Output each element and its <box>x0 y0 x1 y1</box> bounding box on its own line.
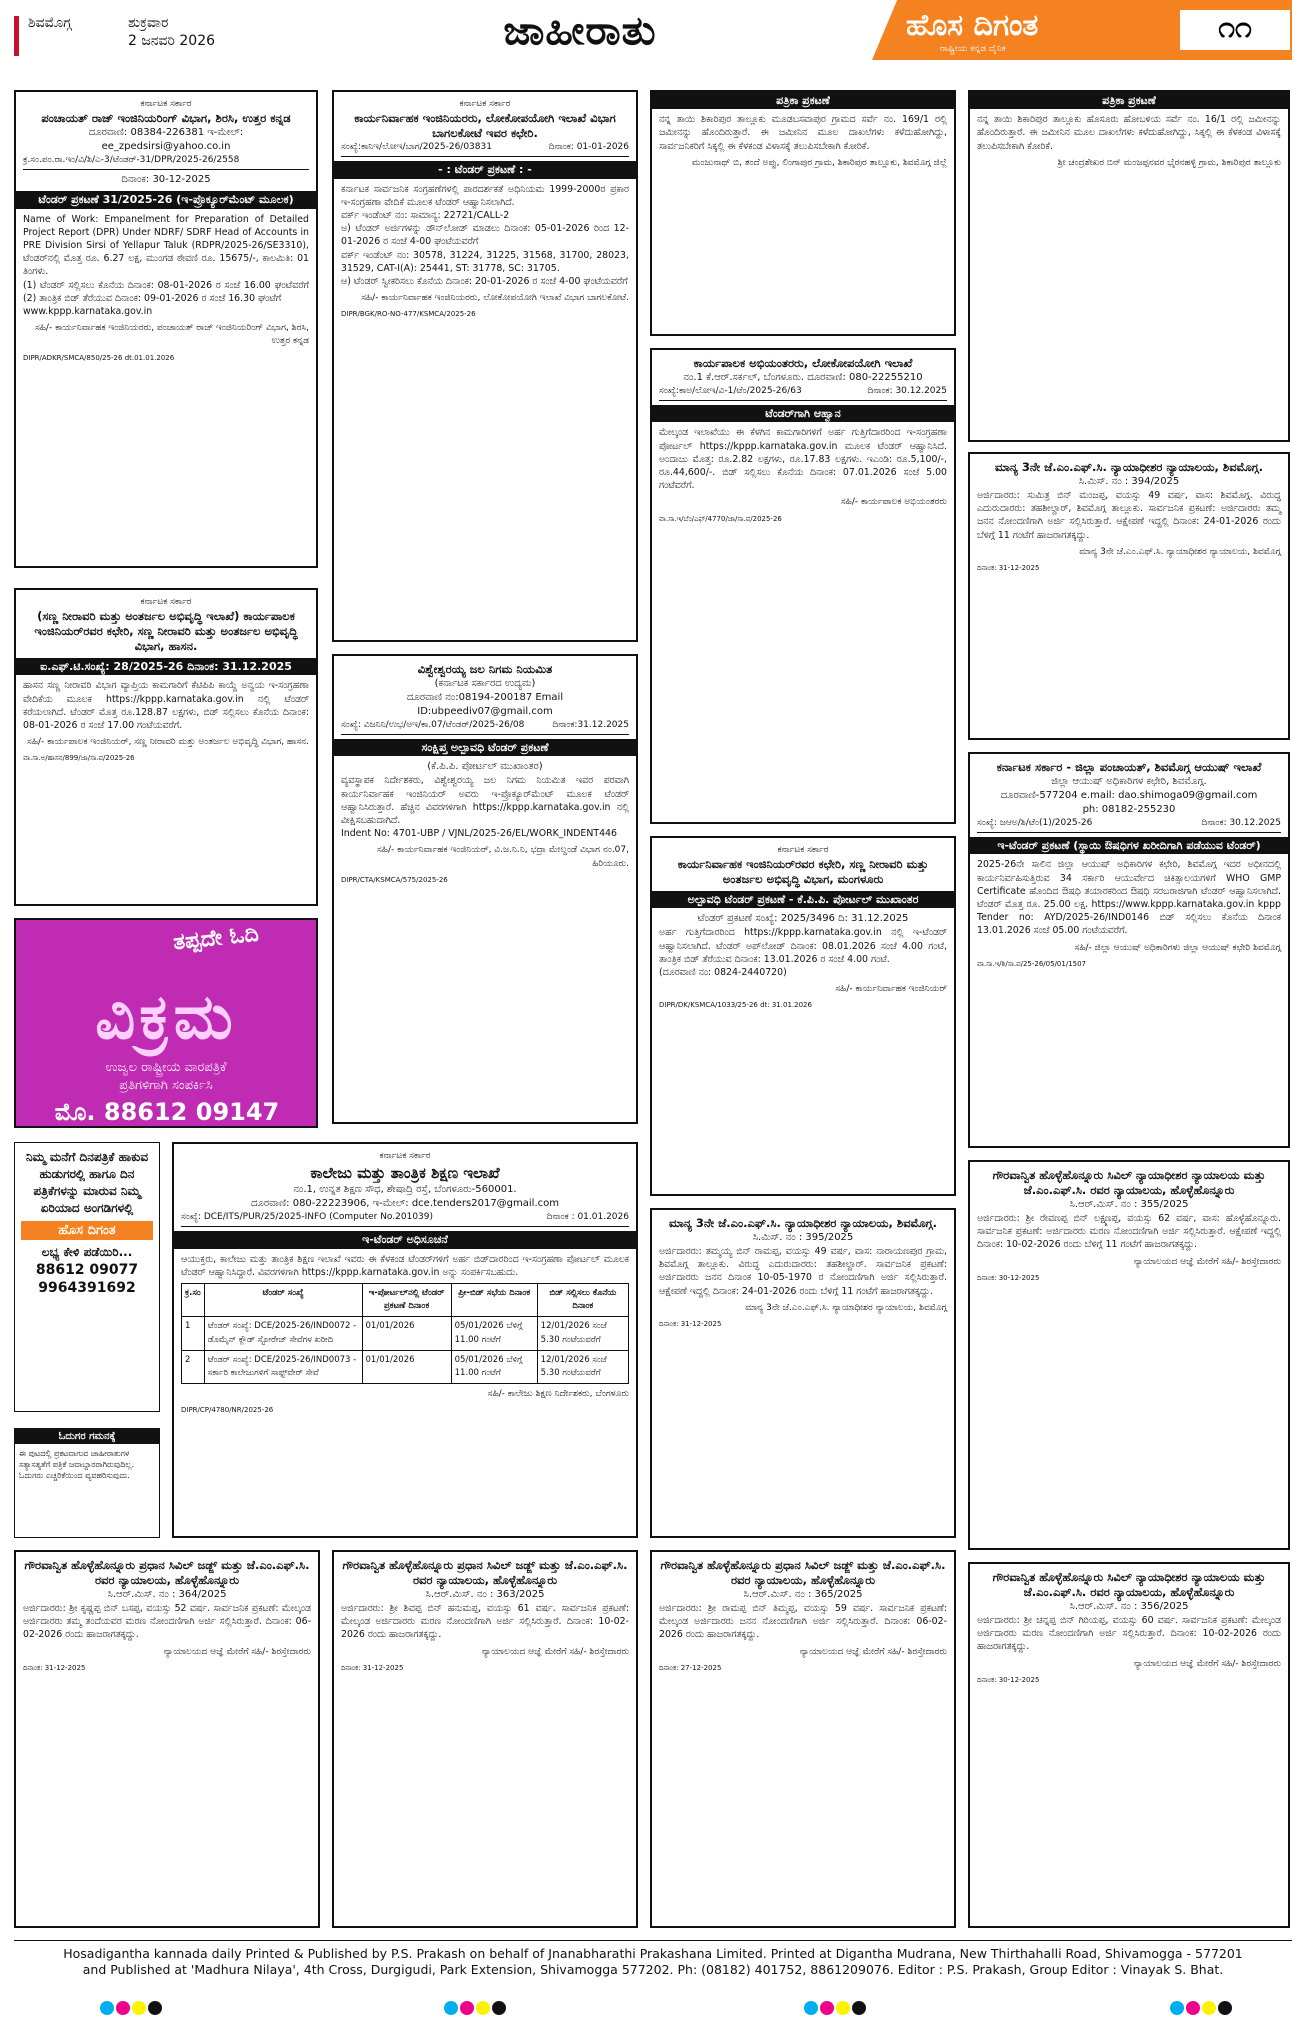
registration-marks-3 <box>804 2000 868 2019</box>
ad-signature: ನ್ಯಾಯಾಲಯದ ಆಜ್ಞೆ ಮೇರೆಗೆ ಸಹಿ/- ಶಿರಸ್ತೇದಾರರು <box>1133 1658 1281 1669</box>
ad-signature: ನ್ಯಾಯಾಲಯದ ಆಜ್ಞೆ ಮೇರೆಗೆ ಸಹಿ/- ಶಿರಸ್ತೇದಾರರು <box>163 1646 311 1657</box>
ad-body: ಆಯುಕ್ತರು, ಕಾಲೇಜು ಮತ್ತು ತಾಂತ್ರಿಕ ಶಿಕ್ಷಣ ಇಲಾಖೆ ಇವರು ಈ ಕೆಳಕಂಡ ಟೆಂಡರ್‌ಗಳಿಗೆ ಅರ್ಹ ಬಿಡ್‌ದಾರರಿಂದ ಇ-ಸಂಗ್ರಹಣಾ ಪೋರ್ಟಲ್ ಮೂಲಕ ಟೆಂಡರ್ ಆಹ್ವಾನಿಸಿದ್ದಾರೆ. ವಿವರಗಳಿಗಾಗಿ https://kppp.karnataka.gov.in ಅನ್ನು ಸಂಪರ್ಕಿಸಬಹುದು. <box>181 1253 629 1278</box>
ad-court-notice-395 <box>650 1208 956 1538</box>
ad-bar: - : ಟೆಂಡರ್ ಪ್ರಕಟಣೆ : - <box>334 161 636 178</box>
ad-body: ಅರ್ಜಿದಾರರು: ಶ್ರೀ ರೇವಣಪ್ಪ ಬಿನ್ ಲಕ್ಷ್ಮಣಪ್ಪ, ವಯಸ್ಸು 62 ವರ್ಷ, ವಾಸ: ಹೊಳ್ಳೆಹೊನ್ನೂರು. ಸಾರ್ವಜನಿಕ ಪ್ರಕಟಣೆ: ಅರ್ಜಿದಾರರು ಮರಣ ನೋಂದಣಿಗಾಗಿ ಅರ್ಜಿ ಸಲ್ಲಿಸಿರುತ್ತಾರೆ. ಆಕ್ಷೇಪಣೆ ಇದ್ದಲ್ಲಿ ದಿನಾಂಕ: 10-02-2026 ರಂದು ಬೆಳಿಗ್ಗೆ 11 ಗಂಟೆಗೆ ಹಾಜರಾಗತಕ್ಕದ್ದು. <box>977 1213 1281 1251</box>
magenta-mark <box>1186 2001 1200 2015</box>
ad-body: ನನ್ನ ತಾಯಿ ಶಿಕಾರಿಪುರ ತಾಲ್ಲೂಕು ಮೂಡಬಸವಾಪುರ ಗ್ರಾಮದ ಸರ್ವೆ ನಂ. 169/1 ರಲ್ಲಿ ಜಮೀನನ್ನು ಹೊಂದಿರುತ್ತಾರೆ. ಈ ಜಮೀನಿನ ಮೂಲ ದಾಖಲೆಗಳು ಕಳೆದುಹೋಗಿದ್ದು, ಸಾರ್ವಜನಿಕರಿಗೆ ಸಿಕ್ಕಲ್ಲಿ ಈ ಕೆಳಕಂಡ ವಿಳಾಸಕ್ಕೆ ತಲುಪಿಸಬೇಕಾಗಿ ಕೋರಿಕೆ. <box>659 114 947 152</box>
table-cell: 01/01/2026 <box>362 1350 451 1383</box>
yellow-mark <box>476 2001 490 2015</box>
ad-title: ಕಾರ್ಯನಿರ್ವಾಹಕ ಇಂಜಿನಿಯರ್‌ರವರ ಕಛೇರಿ, ಸಣ್ಣ ನೀರಾವರಿ ಮತ್ತು ಅಂತರ್ಜಲ ಅಭಿವೃದ್ಧಿ ವಿಭಾಗ, ಮಂಗಳೂರು <box>677 857 929 887</box>
masthead-rule <box>14 16 19 56</box>
ad-court-notice-355 <box>968 1160 1290 1550</box>
ad-bar: ಟೆಂಡರ್‌ಗಾಗಿ ಆಹ್ವಾನ <box>652 405 954 422</box>
ad-ref-line <box>341 141 629 157</box>
ad-bar: ಸಂಕ್ಷಿಪ್ತ ಅಲ್ಪಾವಧಿ ಟೆಂಡರ್ ಪ್ರಕಟಣೆ <box>334 739 636 756</box>
cyan-mark <box>804 2001 818 2015</box>
ad-ref: ಸಂಖ್ಯೆ:ಕಾಅ/ಲೋಇ/ವಿ-1/ಟೆಂ/2025-26/63 <box>659 386 802 396</box>
ad-subtitle: ನಂ.1 ಕೆ.ಆರ್.ಸರ್ಕಲ್, ಬೆಂಗಳೂರು. ದೂರವಾಣಿ: 080-22255210 <box>683 372 923 383</box>
vikrama-logo: ವಿಕ್ರಮ <box>95 980 237 1053</box>
ad-code: DIPR/BGK/RO-NO-477/KSMCA/2025-26 <box>341 310 476 319</box>
ad-case: ಸಿ.ಮಿಸ್. ನಂ : 395/2025 <box>752 1232 854 1243</box>
ad-pwd-bengaluru-tender <box>650 348 956 824</box>
ad-body: ನನ್ನ ತಾಯಿ ಶಿಕಾರಿಪುರ ತಾಲ್ಲೂಕು ಹೊಸೂರು ಹೋಬಳಿಯ ಸರ್ವೆ ನಂ. 16/1 ರಲ್ಲಿ ಜಮೀನನ್ನು ಹೊಂದಿರುತ್ತಾರೆ. ಈ ಜಮೀನಿನ ಮೂಲ ದಾಖಲೆಗಳು ಕಳೆದುಹೋಗಿದ್ದು, ಸಿಕ್ಕಲ್ಲಿ ಈ ಕೆಳಕಂಡ ವಿಳಾಸಕ್ಕೆ ತಲುಪಿಸಬೇಕಾಗಿ ಕೋರಿಕೆ. <box>977 114 1281 152</box>
promo-cta: ಲಭ್ಯ ಕೇಳಿ ಪಡೆಯಿರಿ... <box>41 1245 133 1259</box>
ad-signature: ಸಹಿ/- ಕಾರ್ಯನಿರ್ವಾಹಕ ಇಂಜಿನಿಯರರು, ಪಂಚಾಯತ್ ರಾಜ್ ಇಂಜಿನಿಯರಿಂಗ್ ವಿಭಾಗ, ಶಿರಸಿ, ಉತ್ತರ ಕನ್ನಡ <box>34 323 309 347</box>
ad-court-notice-365 <box>650 1550 956 1928</box>
ad-case: ಸಿ.ಆರ್.ಮಿಸ್. ನಂ : 365/2025 <box>743 1589 863 1600</box>
ad-body: ಅರ್ಜಿದಾರರು: ಶ್ರೀ ರಾಮಪ್ಪ ಬಿನ್ ತಿಮ್ಮಪ್ಪ, ವಯಸ್ಸು 59 ವರ್ಷ. ಸಾರ್ವಜನಿಕ ಪ್ರಕಟಣೆ: ಮೇಲ್ಕಂಡ ಅರ್ಜಿದಾರರು ಜನನ ನೋಂದಣಿಗಾಗಿ ಅರ್ಜಿ ಸಲ್ಲಿಸಿರುತ್ತಾರೆ. ದಿನಾಂಕ: 06-02-2026 ರಂದು ಹಾಜರಾಗತಕ್ಕದ್ದು. <box>659 1603 947 1641</box>
page-number: ೧೧ <box>1180 10 1290 50</box>
table-row <box>182 1317 629 1350</box>
registration-marks-2 <box>444 2000 508 2019</box>
ad-date: ದಿನಾಂಕ: 30-12-2025 <box>977 1675 1040 1684</box>
ad-ref-line <box>977 817 1281 833</box>
yellow-mark <box>836 2001 850 2015</box>
ad-title: ಮಾನ್ಯ 3ನೇ ಜೆ.ಎಂ.ಎಫ್.ಸಿ. ನ್ಯಾಯಾಧೀಶರ ನ್ಯಾಯಾಲಯ, ಶಿವಮೊಗ್ಗ. <box>994 460 1264 474</box>
ad-signature: ಸಹಿ/- ಕಾರ್ಯಪಾಲಕ ಇಂಜಿನಿಯರ್, ಸಣ್ಣ ನೀರಾವರಿ ಮತ್ತು ಅಂತರ್ಜಲ ಅಭಿವೃದ್ಧಿ ವಿಭಾಗ, ಹಾಸನ. <box>27 737 309 748</box>
ad-date: ದಿನಾಂಕ: 31-12-2025 <box>23 1663 86 1672</box>
vikrama-tag: ತಪ್ಪದೇ ಓದಿ <box>172 921 260 956</box>
ad-bar: ಇ-ಟೆಂಡರ್ ಪ್ರಕಟಣೆ (ಸ್ಥಾಯಿ ಔಷಧಿಗಳ ಖರೀದಿಗಾಗಿ ಪಡೆಯುವ ಟೆಂಡರ್) <box>970 837 1288 854</box>
ad-bar-sub: (ಕೆ.ಪಿ.ಪಿ. ಪೋರ್ಟಲ್ ಮುಖಾಂತರ) <box>427 761 543 773</box>
ad-title: ವಿಶ್ವೇಶ್ವರಯ್ಯ ಜಲ ನಿಗಮ ನಿಯಮಿತ <box>417 662 553 676</box>
ad-signature: ನ್ಯಾಯಾಲಯದ ಆಜ್ಞೆ ಮೇರೆಗೆ ಸಹಿ/- ಶಿರಸ್ತೇದಾರರು <box>481 1646 629 1657</box>
vikrama-weekly-ad <box>14 918 318 1128</box>
ad-title: ಗೌರವಾನ್ವಿತ ಹೊಳ್ಳೆಹೊನ್ನೂರು ಪ್ರಧಾನ ಸಿವಿಲ್ ಜಡ್ಜ್ ಮತ್ತು ಜೆ.ಎಂ.ಎಫ್.ಸಿ. ರವರ ನ್ಯಾಯಾಲಯ, ಹೊಳ್ಳೆಹೊನ್ನೂರು <box>24 1558 310 1587</box>
cyan-mark <box>444 2001 458 2015</box>
ad-phone: ph: 08182-255230 <box>1082 804 1176 815</box>
ad-court-notice-363 <box>332 1550 638 1928</box>
ad-title: ಕಾಲೇಜು ಮತ್ತು ತಾಂತ್ರಿಕ ಶಿಕ್ಷಣ ಇಲಾಖೆ <box>310 1164 500 1183</box>
ad-body: ಅರ್ಜಿದಾರರು: ಸುಮಿತ್ರ ಬಿನ್ ಮಂಜಪ್ಪ, ವಯಸ್ಸು 49 ವರ್ಷ, ವಾಸ: ಶಿವಮೊಗ್ಗ. ವಿರುದ್ಧ ಎದುರುದಾರರು: ತಹಶೀಲ್ದಾರ್, ಶಿವಮೊಗ್ಗ ತಾಲ್ಲೂಕು. ಸಾರ್ವಜನಿಕ ಪ್ರಕಟಣೆ: ಅರ್ಜಿದಾರರು ತಮ್ಮ ಜನನ ನೋಂದಣಿಗಾಗಿ ಅರ್ಜಿ ಸಲ್ಲಿಸಿರುತ್ತಾರೆ. ಆಕ್ಷೇಪಣೆ ಇದ್ದಲ್ಲಿ ದಿನಾಂಕ: 24-01-2026 ರಂದು ಬೆಳಿಗ್ಗೆ 11 ಗಂಟೆಗೆ ಹಾಜರಾಗತಕ್ಕದ್ದು. <box>977 490 1281 541</box>
promo-brand: ಹೊಸ ದಿಗಂತ <box>21 1221 153 1240</box>
ad-body-1: ಕರ್ನಾಟಕ ಸಾರ್ವಜನಿಕ ಸಂಗ್ರಹಣೆಗಳಲ್ಲಿ ಪಾರದರ್ಶಕತೆ ಅಧಿನಿಯಮ 1999-2000ರ ಪ್ರಕಾರ ಇ-ಸಂಗ್ರಹಣಾ ವೇದಿಕೆ ಮೂಲಕ ಟೆಂಡರ್ ಆಹ್ವಾನಿಸಲಾಗಿದೆ. <box>341 183 629 208</box>
ad-dates: (1) ಟೆಂಡರ್ ಸಲ್ಲಿಸಲು ಕೊನೆಯ ದಿನಾಂಕ: 08-01-2026 ರ ಸಂಜೆ 16.00 ಘಂಟೆವರೆಗೆ (2) ತಾಂತ್ರಿಕ ಬಿಡ್ ತೆರೆಯುವ ದಿನಾಂಕ: 09-01-2026 ರ ಸಂಜೆ 16.30 ಘಂಟೆಗೆ <box>23 279 309 304</box>
ad-code: DIPR/DK/KSMCA/1033/25-26 dt: 31.01.2026 <box>659 1001 812 1010</box>
ad-phone: (ದೂರವಾಣಿ ನಂ: 0824-2440720) <box>659 967 787 979</box>
col-header: ಕ್ರ.ಸಂ <box>182 1284 205 1317</box>
ad-case: ಸಿ.ಆರ್.ಮಿಸ್. ನಂ : 355/2025 <box>1069 1199 1189 1210</box>
table-cell: 05/01/2026 ಬೆಳಿಗ್ಗೆ 11.00 ಗಂಟೆಗೆ <box>451 1317 537 1350</box>
readers-notice-title: ಓದುಗರ ಗಮನಕ್ಕೆ <box>15 1429 159 1444</box>
vikrama-subtitle: ಉಜ್ವಲ ರಾಷ್ಟ್ರೀಯ ವಾರಪತ್ರಿಕೆ <box>105 1060 227 1075</box>
ad-bar: ಇ-ಟೆಂಡರ್ ಅಧಿಸೂಚನೆ <box>174 1231 636 1248</box>
ad-ref-line <box>23 154 309 170</box>
ad-date: ದಿನಾಂಕ:31.12.2025 <box>552 720 629 730</box>
ad-signature: ಮಾನ್ಯ 3ನೇ ಜೆ.ಎಂ.ಎಫ್.ಸಿ. ನ್ಯಾಯಾಧೀಶರ ನ್ಯಾಯಾಲಯ, ಶಿವಮೊಗ್ಗ <box>1079 546 1281 557</box>
ad-contact: ದೂರವಾಣಿ: 08384-226381 ಇ-ಮೇಲ್: ee_zpedsirsi@yahoo.co.in <box>88 127 244 153</box>
ad-collegiate-education-etender <box>172 1142 638 1538</box>
ad-code: ವಾ.ಸಾ.ಅ/ಹಾಸನ/899/ಜಾ/ಸಾ.ವ/2025-26 <box>23 754 135 763</box>
vikrama-phone: ಮೊ. 88612 09147 <box>54 1098 280 1126</box>
ad-title: ಮಾನ್ಯ 3ನೇ ಜೆ.ಎಂ.ಎಫ್.ಸಿ. ನ್ಯಾಯಾಧೀಶರ ನ್ಯಾಯಾಲಯ, ಶಿವಮೊಗ್ಗ. <box>668 1216 938 1230</box>
ad-signature: ಸಹಿ/- ಕಾರ್ಯನಿರ್ವಾಹಕ ಇಂಜಿನಿಯರ್, ವಿ.ಜ.ನಿ.ನಿ, ಭದ್ರಾ ಮೇಲ್ದಂಡೆ ವಿಭಾಗ ನಂ.07, ಹಿರಿಯೂರು. <box>376 845 629 869</box>
ad-bar: ಪತ್ರಿಕಾ ಪ್ರಕಟಣೆ <box>970 92 1288 109</box>
tender-table <box>181 1283 629 1384</box>
yellow-mark <box>1202 2001 1216 2015</box>
ad-signature: ನ್ಯಾಯಾಲಯದ ಆಜ್ಞೆ ಮೇರೆಗೆ ಸಹಿ/- ಶಿರಸ್ತೇದಾರರು <box>799 1646 947 1657</box>
ad-ayush-shivamogga <box>968 752 1290 1148</box>
ad-subtitle: ಜಿಲ್ಲಾ ಆಯುಷ್ ಅಧಿಕಾರಿಗಳ ಕಛೇರಿ, ಶಿವಮೊಗ್ಗ. <box>1051 776 1207 787</box>
table-cell: 05/01/2026 ಬೆಳಿಗ್ಗೆ 11.00 ಗಂಟೆಗೆ <box>451 1350 537 1383</box>
ad-signature: ಸಹಿ/- ಕಾರ್ಯಪಾಲಕ ಅಭಿಯಂತರರು <box>840 497 947 508</box>
imprint-line-1: Hosadigantha kannada daily Printed & Published by P.S. Prakash on behalf of Jnanabharathi Prakashana Limited. Printed at Digantha Mudrana, New Thirthahalli Road, Shivamogga - 577201 <box>63 1946 1243 1961</box>
ad-code: DIPR/CP/4780/NR/2025-26 <box>181 1406 274 1415</box>
masthead <box>0 0 1306 70</box>
ad-code: ವಾ.ಸಾ.ಇ/ಬೆಂ/ಎಫ್/4770/ಜಾ/ಸಾ.ವ/2025-26 <box>659 514 782 523</box>
table-cell: 1 <box>182 1317 205 1350</box>
ad-gov-label: ಕರ್ನಾಟಕ ಸರ್ಕಾರ <box>379 1151 431 1161</box>
ad-title: ಕಾರ್ಯಪಾಲಕ ಅಭಿಯಂತರರು, ಲೋಕೋಪಯೋಗಿ ಇಲಾಖೆ <box>693 356 913 370</box>
paper-logo: ಹೊಸ ದಿಗಂತ <box>906 8 1039 43</box>
ad-signature: ಮಾನ್ಯ 3ನೇ ಜೆ.ಎಂ.ಎಫ್.ಸಿ. ನ್ಯಾಯಾಧೀಶರ ನ್ಯಾಯಾಲಯ, ಶಿವಮೊಗ್ಗ <box>745 1302 947 1313</box>
ad-signature: ಸಹಿ/- ಕಾಲೇಜು ಶಿಕ್ಷಣ ನಿರ್ದೇಶಕರು, ಬೆಂಗಳೂರು <box>487 1389 629 1400</box>
ad-ref: ಸಂಖ್ಯೆ: ಜಆಅ/ಶಿ/ಟೆಂ(1)/2025-26 <box>977 818 1093 828</box>
ad-title: (ಸಣ್ಣ ನೀರಾವರಿ ಮತ್ತು ಅಂತರ್ಜಲ ಅಭಿವೃದ್ಧಿ ಇಲಾಖೆ) ಕಾರ್ಯಪಾಲಕ ಇಂಜಿನಿಯರ್‌ರವರ ಕಛೇರಿ, ಸಣ್ಣ ನೀರಾವರಿ ಮತ್ತು ಅಂತರ್ಜಲ ಅಭಿವೃದ್ಧಿ ವಿಭಾಗ, ಹಾಸನ. <box>34 609 298 654</box>
ad-indents: ವರ್ಕ್ ಇಂಡೆಂಟ್ ನಂ: 30578, 31224, 31225, 31568, 31700, 28023, 31529, CAT-I(A): 25441, ST: 31778, SC: 31705. <box>341 249 629 274</box>
masthead-dateline <box>28 14 216 49</box>
ad-bar: ಐ.ಎಫ್.ಟಿ.ಸಂಖ್ಯೆ: 28/2025-26 ದಿನಾಂಕ: 31.12.2025 <box>16 658 316 675</box>
ad-subtitle: ನಂ.1, ಉನ್ನತ ಶಿಕ್ಷಣ ಸೌಧ, ಶೇಷಾದ್ರಿ ರಸ್ತೆ, ಬೆಂಗಳೂರು-560001. <box>293 1184 517 1196</box>
ad-ref: ಸಂಖ್ಯೆ:ಕಾನಿಇ/ಲೋಇ/ಬಾಗ/2025-26/03831 <box>341 142 492 153</box>
city-label: ಶಿವಮೊಗ್ಗ <box>28 15 72 31</box>
section-title: ಜಾಹೀರಾತು <box>503 8 657 54</box>
ad-code: DIPR/CTA/KSMCA/575/2025-26 <box>341 875 448 884</box>
ad-code: ವಾ.ಸಾ.ಇ/ಶಿ/ಸಾ.ವ/25-26/05/01/1507 <box>977 959 1087 968</box>
ad-press-notice-2 <box>968 90 1290 442</box>
table-cell: 12/01/2026 ಸಂಜೆ 5.30 ಗಂಟೆಯವರೆಗೆ <box>537 1317 628 1350</box>
ad-signature: ಮಂಜುನಾಥ್ ಬಿ, ತಂದೆ ಅಪ್ಪು, ಲಿಂಗಾಪುರ ಗ್ರಾಮ, ಶಿಕಾರಿಪುರ ತಾಲ್ಲೂಕು, ಶಿವಮೊಗ್ಗ ಜಿಲ್ಲೆ <box>691 157 947 168</box>
ad-title: ಕರ್ನಾಟಕ ಸರ್ಕಾರ - ಜಿಲ್ಲಾ ಪಂಚಾಯತ್, ಶಿವಮೊಗ್ಗ ಆಯುಷ್ ಇಲಾಖೆ <box>996 760 1262 774</box>
ad-date: ದಿನಾಂಕ: 31-12-2025 <box>977 564 1040 573</box>
table-cell: 2 <box>182 1350 205 1383</box>
ad-title: ಪಂಚಾಯತ್ ರಾಜ್ ಇಂಜಿನಿಯರಿಂಗ್ ವಿಭಾಗ, ಶಿರಸಿ, ಉತ್ತರ ಕನ್ನಡ <box>41 111 291 126</box>
table-cell: 01/01/2026 <box>362 1317 451 1350</box>
ad-ref: ಸಂಖ್ಯೆ: ವಿಜನಿನಿ/ಉಭ/ಅಇ/ಕಾ.07/ಟೆಂಡರ್/2025-26/08 <box>341 720 525 730</box>
ad-body-2: ಅ) ಟೆಂಡರ್ ಅರ್ಜಿಗಳನ್ನು ಡೌನ್‌ಲೋಡ್ ಮಾಡಲು ದಿನಾಂಕ: 05-01-2026 ರಿಂದ 12-01-2026 ರ ಸಂಜೆ 4-00 ಘಂಟೆಯವರೆಗೆ <box>341 223 629 248</box>
ad-case: ಸಿ.ಆರ್.ಮಿಸ್. ನಂ : 364/2025 <box>107 1589 227 1600</box>
magenta-mark <box>820 2001 834 2015</box>
table-cell: ಟೆಂಡರ್ ಸಂಖ್ಯೆ: DCE/2025-26/IND0072 - ಡೊಮೈನ್ ಕ್ಲೌಡ್ ಸ್ಟೋರೇಜ್ ಸೇವೆಗಳ ಖರೀದಿ <box>204 1317 362 1350</box>
ad-ref: ಟೆಂಡರ್ ಪ್ರಕಟಣೆ ಸಂಖ್ಯೆ: 2025/3496 ದಿ: 31.12.2025 <box>697 913 909 925</box>
ad-minor-irrigation-hassan <box>14 588 318 906</box>
registration-marks-1 <box>100 2000 164 2019</box>
ad-press-notice-1 <box>650 90 956 336</box>
ad-body: ಮೇಲ್ಕಂಡ ಇಲಾಖೆಯು ಈ ಕೆಳಗಿನ ಕಾಮಗಾರಿಗಳಿಗೆ ಅರ್ಹ ಗುತ್ತಿಗೆದಾರರಿಂದ ಇ-ಸಂಗ್ರಹಣಾ ಪೋರ್ಟಲ್ https://kppp.karnataka.gov.in ಮೂಲಕ ಟೆಂಡರ್ ಆಹ್ವಾನಿಸಿದೆ. ಅಂದಾಜು ಮೊತ್ತ: ರೂ.2.82 ಲಕ್ಷಗಳು, ರೂ.17.83 ಲಕ್ಷಗಳು. ಇಎಂಡಿ: ರೂ.5,100/-, ರೂ.44,600/-. ಬಿಡ್ ಸಲ್ಲಿಸಲು ಕೊನೆಯ ದಿನಾಂಕ: 07.01.2026 ಸಂಜೆ 5.00 ಗಂಟೆವರೆಗೆ. <box>659 427 947 492</box>
ad-minor-irrigation-mangaluru <box>650 836 956 1196</box>
ad-date: ದಿನಾಂಕ : 01.01.2026 <box>546 1212 629 1223</box>
ad-indent: Indent No: 4701-UBP / VJNL/2025-26/EL/WORK_INDENT446 <box>341 828 617 840</box>
ad-gov-label: ಕರ್ನಾಟಕ ಸರ್ಕಾರ <box>459 99 511 109</box>
ad-gov-label: ಕರ್ನಾಟಕ ಸರ್ಕಾರ <box>140 99 192 109</box>
ad-title: ಗೌರವಾನ್ವಿತ ಹೊಳ್ಳೆಹೊನ್ನೂರು ಸಿವಿಲ್ ನ್ಯಾಯಾಧೀಶರ ನ್ಯಾಯಾಲಯ ಮತ್ತು ಜೆ.ಎಂ.ಎಫ್.ಸಿ. ರವರ ನ್ಯಾಯಾಲಯ, ಹೊಳ್ಳೆಹೊನ್ನೂರು <box>992 1168 1266 1197</box>
ad-body: ಅರ್ಜಿದಾರರು: ಶ್ರೀ ಕೃಷ್ಣಪ್ಪ ಬಿನ್ ಬಸಪ್ಪ, ವಯಸ್ಸು 52 ವರ್ಷ. ಸಾರ್ವಜನಿಕ ಪ್ರಕಟಣೆ: ಮೇಲ್ಕಂಡ ಅರ್ಜಿದಾರರು ತಮ್ಮ ತಂದೆಯವರ ಮರಣ ನೋಂದಣಿಗಾಗಿ ಅರ್ಜಿ ಸಲ್ಲಿಸಿರುತ್ತಾರೆ. ದಿನಾಂಕ: 06-02-2026 ರಂದು ಹಾಜರಾಗತಕ್ಕದ್ದು. <box>23 1603 311 1641</box>
col-header: ಬಿಡ್ ಸಲ್ಲಿಸಲು ಕೊನೆಯ ದಿನಾಂಕ <box>537 1284 628 1317</box>
ad-code: DIPR/ADKR/SMCA/850/25-26 dt.01.01.2026 <box>23 353 175 362</box>
ad-ref: ಕ್ರ.ಸಂ.ಪಂ.ರಾ.ಇಂ/ವಿ/ಶಿ/ಎ-3/ಟೆಂಡರ್-31/DPR/2025-26/2558 <box>23 155 240 166</box>
ad-gov-label: ಕರ್ನಾಟಕ ಸರ್ಕಾರ <box>140 597 192 607</box>
promo-phone-1: 88612 09077 <box>35 1262 139 1278</box>
ad-title: ಗೌರವಾನ್ವಿತ ಹೊಳ್ಳೆಹೊನ್ನೂರು ಪ್ರಧಾನ ಸಿವಿಲ್ ಜಡ್ಜ್ ಮತ್ತು ಜೆ.ಎಂ.ಎಫ್.ಸಿ. ರವರ ನ್ಯಾಯಾಲಯ, ಹೊಳ್ಳೆಹೊನ್ನೂರು <box>660 1558 946 1587</box>
paper-promo <box>14 1142 160 1412</box>
weekday-label: ಶುಕ್ರವಾರ <box>128 15 169 31</box>
ad-date: ದಿನಾಂಕ: 01-01-2026 <box>548 142 629 153</box>
ad-gov-label: ಕರ್ನಾಟಕ ಸರ್ಕಾರ <box>777 845 829 855</box>
ad-signature: ನ್ಯಾಯಾಲಯದ ಆಜ್ಞೆ ಮೇರೆಗೆ ಸಹಿ/- ಶಿರಸ್ತೇದಾರರು <box>1133 1256 1281 1267</box>
tender-table-header <box>182 1284 629 1317</box>
ad-body: ಹಾಸನ ಸಣ್ಣ ನೀರಾವರಿ ವಿಭಾಗ ವ್ಯಾಪ್ತಿಯ ಕಾಮಗಾರಿಗೆ ಕೆಟಿಪಿಪಿ ಕಾಯ್ದೆ ಅನ್ವಯ ಇ-ಸಂಗ್ರಹಣಾ ವೇದಿಕೆಯ ಮೂಲಕ https://kppp.karnataka.gov.in ನಲ್ಲಿ ಟೆಂಡರ್ ಕರೆಯಲಾಗಿದೆ. ಟೆಂಡರ್ ಮೊತ್ತ ರೂ.128.87 ಲಕ್ಷಗಳು, ಬಿಡ್ ಸಲ್ಲಿಸಲು ಕೊನೆಯ ದಿನಾಂಕ: 08-01-2026 ರ ಸಂಜೆ 17.00 ಗಂಟೆಯವರೆಗೆ. <box>23 680 309 732</box>
ad-court-notice-364 <box>14 1550 320 1928</box>
ad-ref-line <box>181 1211 629 1227</box>
cyan-mark <box>100 2001 114 2015</box>
ad-case: ಸಿ.ಮಿಸ್. ನಂ : 394/2025 <box>1078 476 1180 487</box>
ad-date: ದಿನಾಂಕ: 30.12.2025 <box>1201 818 1281 828</box>
black-mark <box>492 2001 506 2015</box>
ad-signature: ಶ್ರೀ ಚಂದ್ರಶೇಖರ ಬಿನ್ ಮಂಜಪ್ಪನವರ ಭೈರನಹಳ್ಳಿ ಗ್ರಾಮ, ಶಿಕಾರಿಪುರ ತಾಲ್ಲೂಕು <box>1057 157 1281 168</box>
table-row <box>182 1350 629 1383</box>
imprint-line-2: and Published at 'Madhura Nilaya', 4th Cross, Durgigudi, Park Extension, Shivamogga 577202. Ph: (08182) 401752, 8861209076. Editor : P.S. Prakash, Group Editor : Vinayak S. Bhat. <box>82 1962 1224 1977</box>
footer-rule <box>14 1940 1292 1941</box>
date-label: 2 ಜನವರಿ 2026 <box>128 33 216 49</box>
ad-title: ಕಾರ್ಯನಿರ್ವಾಹಕ ಇಂಜಿನಿಯರರು, ಲೋಕೋಪಯೋಗಿ ಇಲಾಖೆ ವಿಭಾಗ ಬಾಗಲಕೋಟೆ ಇವರ ಕಛೇರಿ. <box>354 111 616 141</box>
ad-body-3: ಆ) ಟೆಂಡರ್ ಸ್ವೀಕರಿಸಲು ಕೊನೆಯ ದಿನಾಂಕ: 20-01-2026 ರ ಸಂಜೆ 4-00 ಘಂಟೆಯವರೆಗೆ <box>341 276 628 288</box>
ad-date: ದಿನಾಂಕ: 30-12-2025 <box>977 1273 1040 1282</box>
ad-signature: ಸಹಿ/- ಕಾರ್ಯನಿರ್ವಾಹಕ ಇಂಜಿನಿಯರರು, ಲೋಕೋಪಯೋಗಿ ಇಲಾಖೆ ವಿಭಾಗ ಬಾಗಲಕೋಟೆ. <box>361 293 629 304</box>
ad-date: ದಿನಾಂಕ: 27-12-2025 <box>659 1663 722 1672</box>
col-header: ಪ್ರೀ-ಬಿಡ್ ಸಭೆಯ ದಿನಾಂಕ <box>451 1284 537 1317</box>
ad-name-of-work: Name of Work: Empanelment for Preparation of Detailed Project Report (DPR) Under NDRF/ SDRF Head of Accounts in PRE Division Sirsi of Yellapur Taluk (RDPR/2025-26/SE3310), ಟೆಂಡರ್‌ನಲ್ಲಿ ಮೊತ್ತ ರೂ. 6.27 ಲಕ್ಷ, ಮುಂಗಡ ಠೇವಣಿ ರೂ. 15675/-, ಕಾಲಮಿತಿ: 01 ತಿಂಗಳು. <box>23 213 309 278</box>
black-mark <box>1218 2001 1232 2015</box>
ad-work: ವರ್ಕ್ ಇಂಡೆಂಟ್ ನಂ: ಸಾಮಾನ್ಯ: 22721/CALL-2 <box>341 210 510 222</box>
ad-case: ಸಿ.ಆರ್.ಮಿಸ್. ನಂ : 363/2025 <box>425 1589 545 1600</box>
ad-body: ಅರ್ಜಿದಾರರು: ತಮ್ಮಯ್ಯ ಬಿನ್ ರಾಮಪ್ಪ, ವಯಸ್ಸು 49 ವರ್ಷ, ವಾಸ: ನಾರಾಯಣಪುರ ಗ್ರಾಮ, ಶಿವಮೊಗ್ಗ ತಾಲ್ಲೂಕು. ವಿರುದ್ಧ ಎದುರುದಾರರು: ತಹಶೀಲ್ದಾರ್. ಸಾರ್ವಜನಿಕ ಪ್ರಕಟಣೆ: ಅರ್ಜಿದಾರರು ಜನನ ದಿನಾಂಕ 10-05-1970 ರ ನೋಂದಣಿಗಾಗಿ ಅರ್ಜಿ ಸಲ್ಲಿಸಿರುತ್ತಾರೆ. ಆಕ್ಷೇಪಣೆ ಇದ್ದಲ್ಲಿ ದಿನಾಂಕ: 24-01-2026 ರಂದು ಬೆಳಿಗ್ಗೆ 11 ಗಂಟೆಗೆ ಹಾಜರಾಗತಕ್ಕದ್ದು. <box>659 1246 947 1297</box>
ad-court-notice-394 <box>968 452 1290 740</box>
ad-body: ಅರ್ಜಿದಾರರು: ಶ್ರೀ ಚನ್ನಪ್ಪ ಬಿನ್ ಗಿರಿಯಪ್ಪ, ವಯಸ್ಸು 60 ವರ್ಷ. ಸಾರ್ವಜನಿಕ ಪ್ರಕಟಣೆ: ಮೇಲ್ಕಂಡ ಅರ್ಜಿದಾರರು ಮರಣ ನೋಂದಣಿಗಾಗಿ ಅರ್ಜಿ ಸಲ್ಲಿಸಿರುತ್ತಾರೆ. ದಿನಾಂಕ: 10-02-2026 ರಂದು ಹಾಜರಾಗತಕ್ಕದ್ದು. <box>977 1615 1281 1653</box>
ad-contact: ದೂರವಾಣಿ-577204 e.mail: dao.shimoga09@gmail.com <box>1000 790 1258 801</box>
ad-case: ಸಿ.ಆರ್.ಮಿಸ್. ನಂ : 356/2025 <box>1069 1601 1189 1612</box>
magenta-mark <box>116 2001 130 2015</box>
ad-vjnl-tender <box>332 654 638 1124</box>
col-header: ಟೆಂಡರ್ ಸಂಖ್ಯೆ <box>204 1284 362 1317</box>
vikrama-call: ಪ್ರತಿಗಳಿಗಾಗಿ ಸಂಪರ್ಕಿಸಿ <box>119 1078 213 1093</box>
promo-phone-2: 9964391692 <box>38 1280 136 1296</box>
registration-marks-4 <box>1170 2000 1234 2019</box>
readers-notice <box>14 1428 160 1538</box>
ad-pre-sirsi-tender <box>14 90 318 568</box>
cyan-mark <box>1170 2001 1184 2015</box>
ad-body: ಅರ್ಹ ಗುತ್ತಿಗೆದಾರರಿಂದ https://kppp.karnataka.gov.in ನಲ್ಲಿ ಇ-ಟೆಂಡರ್ ಆಹ್ವಾನಿಸಲಾಗಿದೆ. ಟೆಂಡರ್ ಅಪ್‌ಲೋಡ್ ದಿನಾಂಕ: 08.01.2026 ಸಂಜೆ 4.00 ಗಂಟೆ, ತಾಂತ್ರಿಕ ಬಿಡ್ ತೆರೆಯುವ ದಿನಾಂಕ: 13.01.2026 ರ ಸಂಜೆ 4.00 ಗಂಟೆ. <box>659 927 947 965</box>
imprint-footer <box>30 1946 1276 1978</box>
ad-bar: ಟೆಂಡರ್ ಪ್ರಕಟಣೆ 31/2025-26 (ಇ-ಪ್ರೊಕ್ಯೂರ್‌ಮೆಂಟ್ ಮೂಲಕ) <box>16 191 316 208</box>
ad-pwd-bagalkot-tender <box>332 90 638 642</box>
ad-bar: ಅಲ್ಪಾವಧಿ ಟೆಂಡರ್ ಪ್ರಕಟಣೆ - ಕೆ.ಪಿ.ಪಿ. ಪೋರ್ಟಲ್ ಮುಖಾಂತರ <box>652 891 954 908</box>
ad-signature: ಸಹಿ/- ಕಾರ್ಯನಿರ್ವಾಹಕ ಇಂಜಿನಿಯರ್ <box>835 984 947 995</box>
readers-notice-body: ಈ ಪುಟದಲ್ಲಿ ಪ್ರಕಟವಾಗುವ ಜಾಹೀರಾತುಗಳ ಸತ್ಯಾಸತ್ಯತೆಗೆ ಪತ್ರಿಕೆ ಜವಾಬ್ದಾರರಾಗಿರುವುದಿಲ್ಲ. ಓದುಗರು ಎಚ್ಚರಿಕೆಯಿಂದ ವ್ಯವಹರಿಸುವುದು. <box>19 1449 135 1480</box>
ad-contact: ದೂರವಾಣಿ: 080-22223906, ಇ-ಮೇಲ್: dce.tenders2017@gmail.com <box>251 1198 559 1210</box>
ad-subtitle: (ಕರ್ನಾಟಕ ಸರ್ಕಾರದ ಉದ್ಯಮ) <box>434 678 536 689</box>
ad-date: ದಿನಾಂಕ: 30.12.2025 <box>867 386 947 396</box>
ad-body: ಅರ್ಜಿದಾರರು: ಶ್ರೀ ಶಿವಪ್ಪ ಬಿನ್ ಹನುಮಪ್ಪ, ವಯಸ್ಸು 61 ವರ್ಷ. ಸಾರ್ವಜನಿಕ ಪ್ರಕಟಣೆ: ಮೇಲ್ಕಂಡ ಅರ್ಜಿದಾರರು ಮರಣ ನೋಂದಣಿಗಾಗಿ ಅರ್ಜಿ ಸಲ್ಲಿಸಿರುತ್ತಾರೆ. ದಿನಾಂಕ: 10-02-2026 ರಂದು ಹಾಜರಾಗತಕ್ಕದ್ದು. <box>341 1603 629 1641</box>
ad-date: ದಿನಾಂಕ: 31-12-2025 <box>659 1320 722 1329</box>
black-mark <box>852 2001 866 2015</box>
ad-date: ದಿನಾಂಕ: 31-12-2025 <box>341 1663 404 1672</box>
black-mark <box>148 2001 162 2015</box>
ad-body: ವ್ಯವಸ್ಥಾಪಕ ನಿರ್ದೇಶಕರು, ವಿಶ್ವೇಶ್ವರಯ್ಯ ಜಲ ನಿಗಮ ನಿಯಮಿತ ಇವರ ಪರವಾಗಿ ಕಾರ್ಯನಿರ್ವಾಹಕ ಇಂಜಿನಿಯರ್ ಅವರು ಇ-ಪ್ರೊಕ್ಯೂರ್‌ಮೆಂಟ್ ಮೂಲಕ ಟೆಂಡರ್ ಆಹ್ವಾನಿಸಿರುತ್ತಾರೆ. ಹೆಚ್ಚಿನ ವಿವರಗಳಿಗಾಗಿ https://kppp.karnataka.gov.in ನಲ್ಲಿ ವೀಕ್ಷಿಸಬಹುದಾಗಿದೆ. <box>341 775 629 827</box>
col-header: ಇ-ಪೋರ್ಟಲ್‌ನಲ್ಲಿ ಟೆಂಡರ್ ಪ್ರಕಟಣೆ ದಿನಾಂಕ <box>362 1284 451 1317</box>
promo-text: ನಿಮ್ಮ ಮನೆಗೆ ದಿನಪತ್ರಿಕೆ ಹಾಕುವ ಹುಡುಗರಲ್ಲಿ ಹಾಗೂ ದಿನ ಪತ್ರಿಕೆಗಳನ್ನು ಮಾರುವ ನಿಮ್ಮ ಏರಿಯಾದ ಅಂಗಡಿಗಳಲ್ಲಿ <box>25 1150 149 1215</box>
table-cell: ಟೆಂಡರ್ ಸಂಖ್ಯೆ: DCE/2025-26/IND0073 - ಸರ್ಕಾರಿ ಕಾಲೇಜುಗಳಿಗೆ ಸಾಫ್ಟ್‌ವೇರ್ ಸೇವೆ <box>204 1350 362 1383</box>
table-cell: 12/01/2026 ಸಂಜೆ 5.30 ಗಂಟೆಯವರೆಗೆ <box>537 1350 628 1383</box>
ad-ref-line <box>659 385 947 401</box>
paper-tagline: ರಾಷ್ಟ್ರೀಯ ಕನ್ನಡ ದೈನಿಕ <box>940 44 1006 54</box>
ad-ref: ಸಂಖ್ಯೆ: DCE/ITS/PUR/25/2025-INFO (Computer No.201039) <box>181 1212 434 1223</box>
ad-body: 2025-26ನೇ ಸಾಲಿನ ಜಿಲ್ಲಾ ಆಯುಷ್ ಅಧಿಕಾರಿಗಳ ಕಛೇರಿ, ಶಿವಮೊಗ್ಗ ಇದರ ಅಧೀನದಲ್ಲಿ ಕಾರ್ಯನಿರ್ವಹಿಸುತ್ತಿರುವ 34 ಸರ್ಕಾರಿ ಆಯುರ್ವೇದ ಚಿಕಿತ್ಸಾಲಯಗಳಿಗೆ WHO GMP Certificate ಹೊಂದಿದ ಔಷಧಿ ತಯಾರಕರಿಂದ ಔಷಧಿ ಸರಬರಾಜಿಗಾಗಿ ಟೆಂಡರ್ ಆಹ್ವಾನಿಸಲಾಗಿದೆ. ಟೆಂಡರ್ ಮೊತ್ತ ರೂ. 25.00 ಲಕ್ಷ. https://www.kppp.karnataka.gov.in kppp Tender no: AYD/2025-26/IND0146 ಬಿಡ್ ಸಲ್ಲಿಸಲು ಕೊನೆಯ ದಿನಾಂಕ 13.01.2026 ಸಂಜೆ 05.00 ಗಂಟೆಯವರೆಗೆ. <box>977 859 1281 937</box>
ad-title: ಗೌರವಾನ್ವಿತ ಹೊಳ್ಳೆಹೊನ್ನೂರು ಸಿವಿಲ್ ನ್ಯಾಯಾಧೀಶರ ನ್ಯಾಯಾಲಯ ಮತ್ತು ಜೆ.ಎಂ.ಎಫ್.ಸಿ. ರವರ ನ್ಯಾಯಾಲಯ, ಹೊಳ್ಳೆಹೊನ್ನೂರು <box>992 1570 1266 1599</box>
magenta-mark <box>460 2001 474 2015</box>
ad-title: ಗೌರವಾನ್ವಿತ ಹೊಳ್ಳೆಹೊನ್ನೂರು ಪ್ರಧಾನ ಸಿವಿಲ್ ಜಡ್ಜ್ ಮತ್ತು ಜೆ.ಎಂ.ಎಫ್.ಸಿ. ರವರ ನ್ಯಾಯಾಲಯ, ಹೊಳ್ಳೆಹೊನ್ನೂರು <box>342 1558 628 1587</box>
ad-date: ದಿನಾಂಕ: 30-12-2025 <box>121 174 211 186</box>
ad-contact: ದೂರವಾಣಿ ನಂ:08194-200187 Email ID:ubpeediv07@gmail.com <box>406 692 564 717</box>
ad-ref-line <box>341 719 629 735</box>
yellow-mark <box>132 2001 146 2015</box>
ad-court-notice-356 <box>968 1562 1290 1928</box>
ad-website: www.kppp.karnataka.gov.in <box>23 306 153 318</box>
ad-bar: ಪತ್ರಿಕಾ ಪ್ರಕಟಣೆ <box>652 92 954 109</box>
ad-signature: ಸಹಿ/- ಜಿಲ್ಲಾ ಆಯುಷ್ ಅಧಿಕಾರಿಗಳು ಜಿಲ್ಲಾ ಆಯುಷ್ ಕಛೇರಿ ಶಿವಮೊಗ್ಗ <box>1074 942 1281 953</box>
